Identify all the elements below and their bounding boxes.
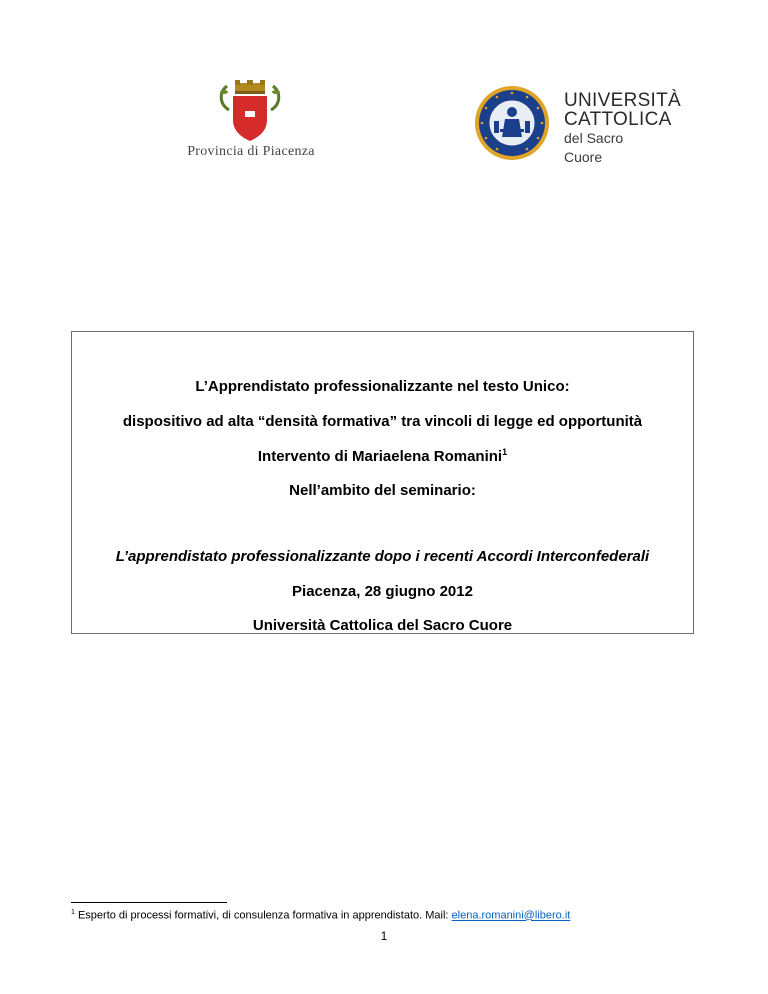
provincia-caption: Provincia di Piacenza (187, 144, 315, 159)
footnote-text: Esperto di processi formativi, di consulenza formativa in apprendistato. Mail: (74, 909, 452, 922)
place-date: Piacenza, 28 giugno 2012 (292, 583, 473, 600)
footnote-separator (71, 902, 227, 903)
seminar-context: Nell’ambito del seminario: (289, 482, 476, 499)
cattolica-name-line2: CATTOLICA (564, 109, 672, 130)
footnote (71, 909, 570, 922)
cattolica-name-line1: UNIVERSITÀ (564, 90, 682, 111)
title-box (71, 331, 694, 634)
email-link[interactable]: elena.romanini@libero.it (451, 909, 571, 922)
seminar-title: L’apprendistato professionalizzante dopo i recenti Accordi Interconfederali (115, 548, 650, 565)
speaker-line (72, 447, 693, 465)
provincia-logo (165, 80, 337, 162)
cattolica-name-line3: del Sacro Cuore (564, 130, 624, 165)
footnote-reference[interactable]: 1 (502, 447, 508, 457)
cattolica-logo (474, 85, 682, 165)
speaker-name: Intervento di Mariaelena Romanini (257, 448, 503, 465)
document-title: L’Apprendistato professionalizzante nel testo Unico: (195, 378, 570, 395)
cattolica-seal-icon (474, 85, 550, 161)
institution-name: Università Cattolica del Sacro Cuore (252, 617, 513, 634)
page-number: 1 (380, 929, 388, 943)
footnote-marker: 1 (71, 909, 75, 916)
cattolica-wordmark (564, 90, 682, 167)
provincia-crest-icon (215, 80, 285, 142)
document-subtitle: dispositivo ad alta “densità formativa” tra vincoli di legge ed opportunità (122, 413, 643, 430)
